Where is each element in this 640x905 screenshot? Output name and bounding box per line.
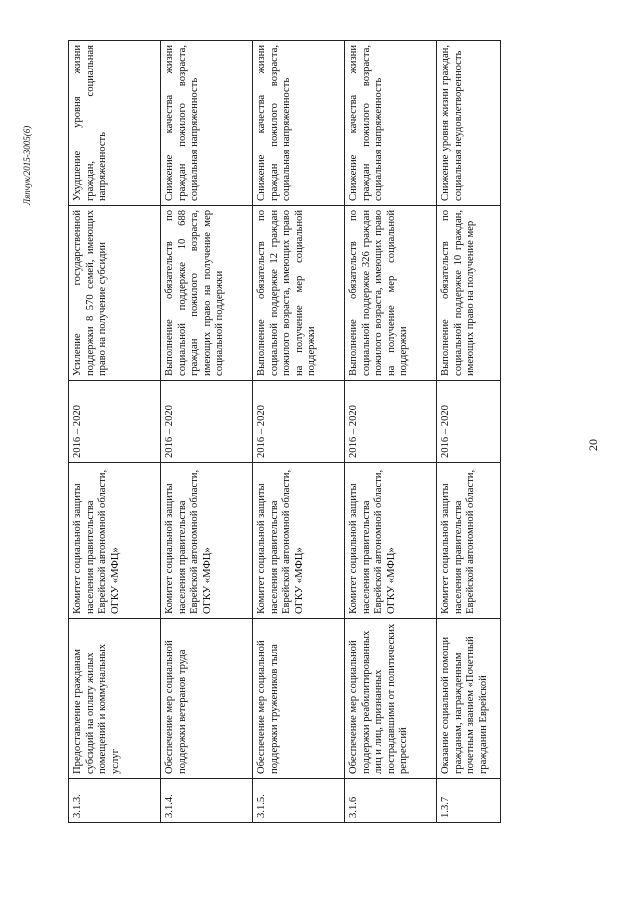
period: 2016 – 2020 — [253, 381, 345, 463]
consequence: Снижение уровня жизни граждан, социальная неудовлетворенность — [437, 41, 501, 206]
executor: Комитет социальной защиты населения правительства Еврейской автономной области, ОГКУ «МФЦ» — [69, 463, 161, 619]
measures-table — [68, 40, 501, 823]
expected-result: Выполнение обязательств по социальной поддержке 10 688 граждан пожилого возраста, имеющих право на получение мер социальной поддержки — [161, 206, 253, 381]
measure-name: Обеспечение мер социальной поддержки реабилитированных лиц и лиц, признанных пострадавшими от политических репрессий — [345, 619, 437, 779]
row-number: 3.1.4. — [161, 779, 253, 823]
document-code: Ляпчук/2015-3005(6) — [22, 125, 32, 205]
consequence: Снижение качества жизни граждан пожилого возраста, социальная напряженность — [161, 41, 253, 206]
period: 2016 – 2020 — [69, 381, 161, 463]
period: 2016 – 2020 — [345, 381, 437, 463]
executor: Комитет социальной защиты населения правительства Еврейской автономной области, — [437, 463, 501, 619]
measure-name: Предоставление гражданам субсидий на оплату жилых помещений и коммунальных услуг — [69, 619, 161, 779]
row-number: 1.3.7 — [437, 779, 501, 823]
consequence: Снижение качества жизни граждан пожилого возраста, социальная напряженность — [253, 41, 345, 206]
consequence: Ухудшение уровня жизни граждан, социальная напряженность — [69, 41, 161, 206]
row-number: 3.1.6 — [345, 779, 437, 823]
row-number: 3.1.5. — [253, 779, 345, 823]
row-number: 3.1.3. — [69, 779, 161, 823]
executor: Комитет социальной защиты населения правительства Еврейской автономной области, ОГКУ «МФЦ» — [161, 463, 253, 619]
expected-result: Выполнение обязательств по социальной поддержке 12 граждан пожилого возраста, имеющих право на получение мер социальной поддержки — [253, 206, 345, 381]
page-number: 20 — [586, 439, 600, 451]
table-row — [253, 41, 345, 823]
executor: Комитет социальной защиты населения правительства Еврейской автономной области, ОГКУ «МФЦ» — [345, 463, 437, 619]
measure-name: Обеспечение мер социальной поддержки ветеранов труда — [161, 619, 253, 779]
table-row — [69, 41, 161, 823]
period: 2016 – 2020 — [437, 381, 501, 463]
table-row — [437, 41, 501, 823]
executor: Комитет социальной защиты населения правительства Еврейской автономной области, ОГКУ «МФЦ» — [253, 463, 345, 619]
measure-name: Оказание социальной помощи гражданам, награжденным почетным званием «Почетный гражданин Еврейской — [437, 619, 501, 779]
expected-result: Усиление государственной поддержки 8 570 семей, имеющих право на получение субсидии — [69, 206, 161, 381]
table-row — [161, 41, 253, 823]
measure-name: Обеспечение мер социальной поддержки тружеников тыла — [253, 619, 345, 779]
expected-result: Выполнение обязательств по социальной поддержке 326 граждан пожилого возраста, имеющих право на получение мер социальной поддержки — [345, 206, 437, 381]
table-row — [345, 41, 437, 823]
period: 2016 – 2020 — [161, 381, 253, 463]
expected-result: Выполнение обязательств по социальной поддержке 10 граждан, имеющих право на получение мер — [437, 206, 501, 381]
consequence: Снижение качества жизни граждан пожилого возраста, социальная напряженность — [345, 41, 437, 206]
